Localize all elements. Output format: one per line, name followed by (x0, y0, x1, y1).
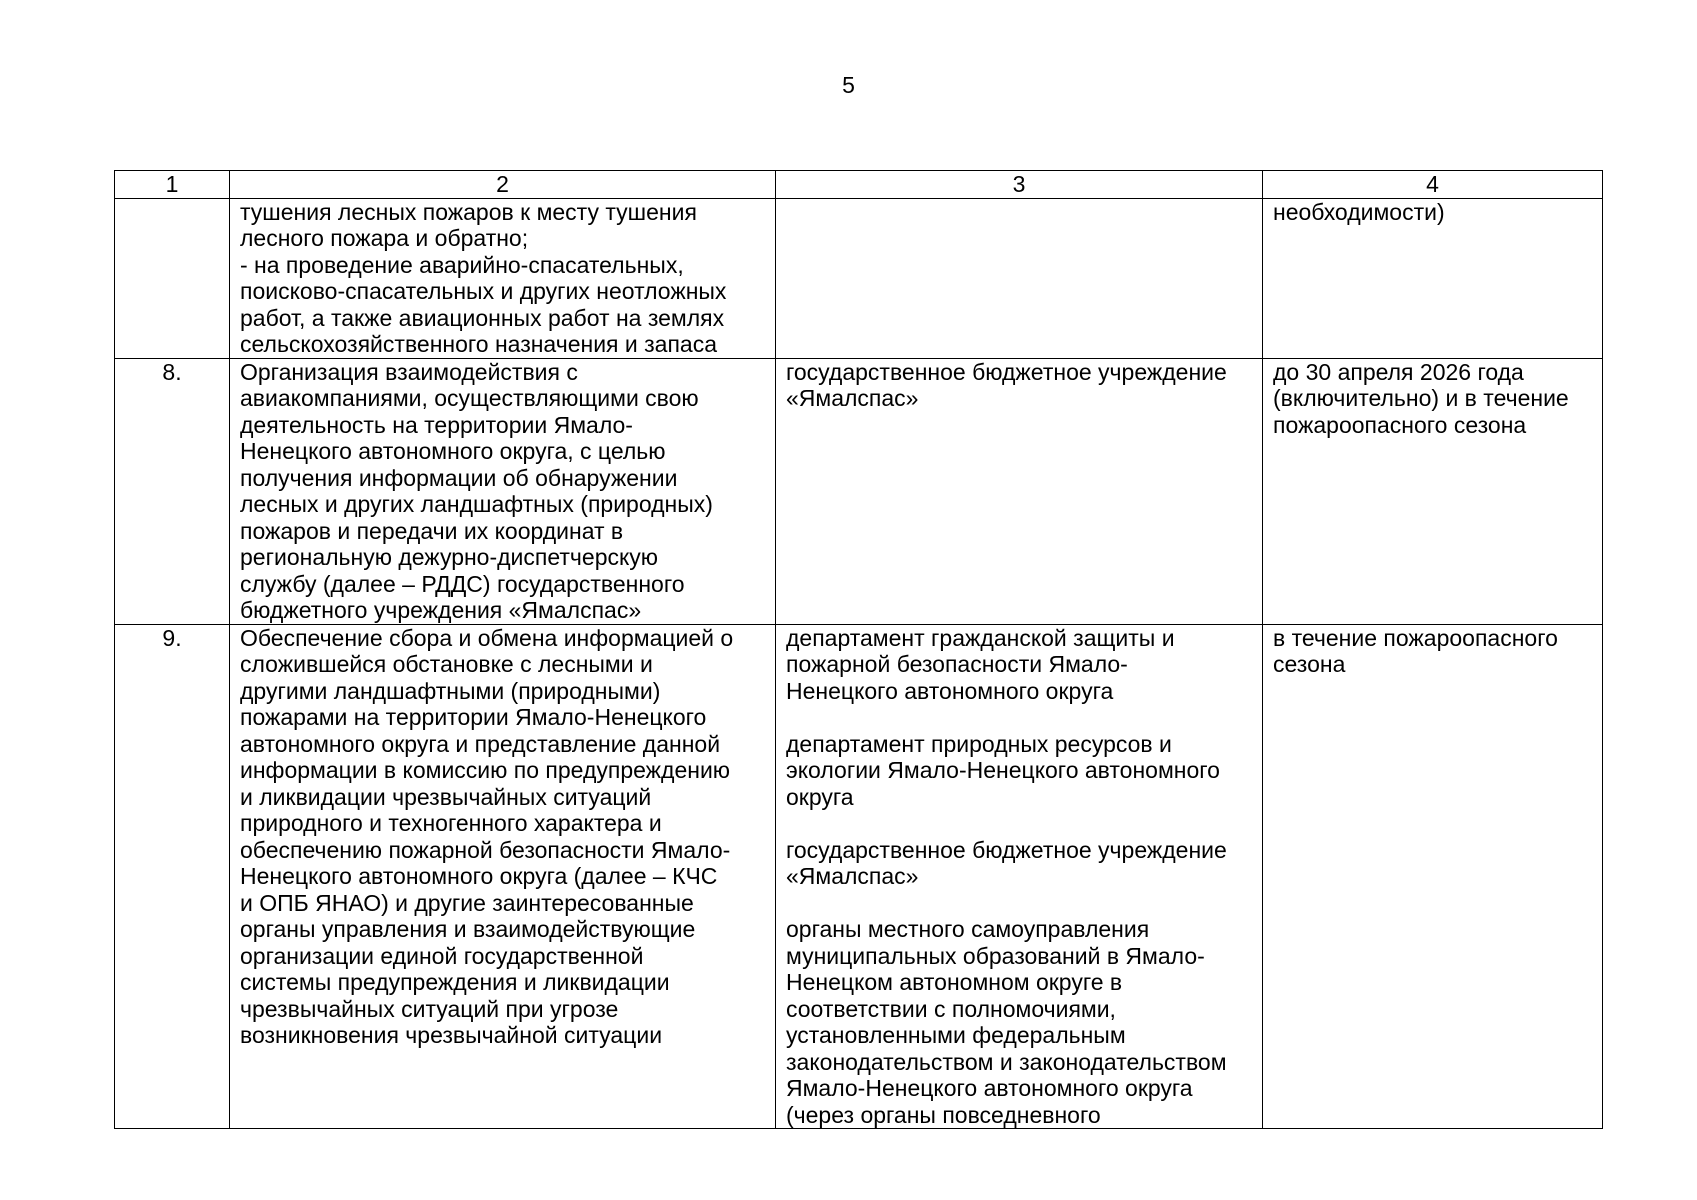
row-action (230, 358, 776, 624)
table-row (115, 198, 1603, 358)
row-responsible (776, 198, 1263, 358)
action-text: Обеспечение сбора и обмена информацией о сложившейся обстановке с лесными и другими ландшафтными (природными) пожарами на территории Ямало-Ненецкого автономного округа и представление данной информации в комиссию по предупреждению и ликвидации чрезвычайных ситуаций природного и техногенного характера и обеспечению пожарной безопасности Ямало- Ненецкого автономного округа (далее – КЧС и ОПБ ЯНАО) и другие заинтересованные органы управления и взаимодействующие организации единой государственной системы предупреждения и ликвидации чрезвычайных ситуаций при угрозе возникновения чрезвычайной ситуации (240, 624, 734, 1048)
responsible-text: государственное бюджетное учреждение «Ямалспас» (786, 836, 1227, 889)
responsible-text: департамент природных ресурсов и экологии Ямало-Ненецкого автономного округа (786, 730, 1220, 810)
responsible-text: департамент гражданской защиты и пожарной безопасности Ямало- Ненецкого автономного округа (786, 624, 1175, 704)
responsible-text: государственное бюджетное учреждение «Ямалспас» (786, 358, 1227, 411)
responsible-text: органы местного самоуправления муниципальных образований в Ямало- Ненецком автономном округе в соответствии с полномочиями, установленными федеральным законодательством и законодательством Ямало-Ненецкого автономного округа (через органы повседневного (786, 916, 1227, 1128)
deadline-text: необходимости) (1273, 198, 1445, 225)
row-action (230, 624, 776, 1129)
column-header-1: 1 (115, 171, 230, 199)
page-number: 5 (842, 72, 855, 98)
column-header-2: 2 (230, 171, 776, 199)
table-row (115, 358, 1603, 624)
measures-table (114, 170, 1603, 1129)
row-number: 9. (115, 624, 230, 1129)
row-deadline (1263, 624, 1603, 1129)
column-header-3: 3 (776, 171, 1263, 199)
row-responsible (776, 358, 1263, 624)
deadline-text: в течение пожароопасного сезона (1273, 624, 1558, 677)
row-number: 8. (115, 358, 230, 624)
deadline-text: до 30 апреля 2026 года (включительно) и в течение пожароопасного сезона (1273, 358, 1569, 438)
column-header-4: 4 (1263, 171, 1603, 199)
table-row (115, 624, 1603, 1129)
action-text: тушения лесных пожаров к месту тушения лесного пожара и обратно; - на проведение аварийно-спасательных, поисково-спасательных и других неотложных работ, а также авиационных работ на землях сельскохозяйственного назначения и запаса (240, 198, 727, 357)
table-header-row (115, 171, 1603, 199)
row-action (230, 198, 776, 358)
action-text: Организация взаимодействия с авиакомпаниями, осуществляющими свою деятельность на территории Ямало- Ненецкого автономного округа, с целью получения информации об обнаружении лесных и других ландшафтных (природных) пожаров и передачи их координат в региональную дежурно-диспетчерскую службу (далее – РДДС) государственного бюджетного учреждения «Ямалспас» (240, 358, 713, 623)
row-number (115, 198, 230, 358)
row-deadline (1263, 198, 1603, 358)
row-deadline (1263, 358, 1603, 624)
row-responsible (776, 624, 1263, 1129)
